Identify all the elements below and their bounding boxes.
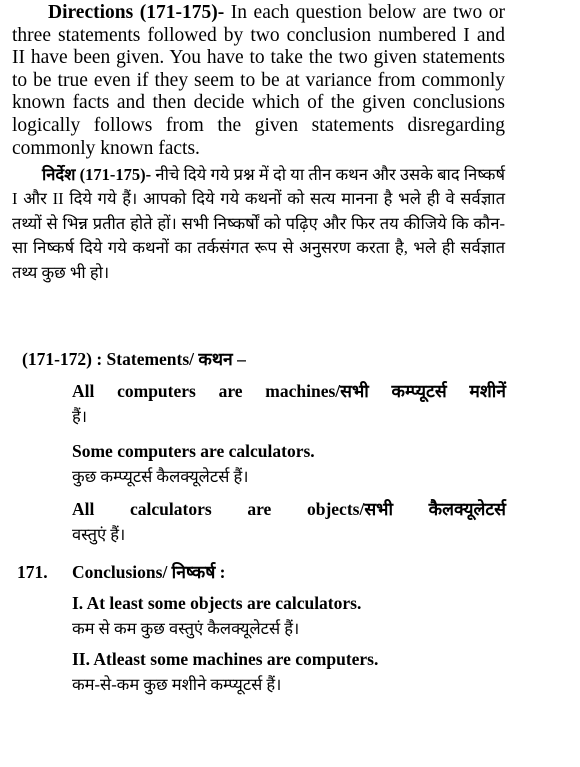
conclusion-1: [72, 590, 361, 642]
directions-english-text: In each question below are two or three statements followed by two conclusion numbered I and II have been given. You have to take the two given statements to be true even if they seem to be at variance from commonly known facts and then decide which of the given conclusions logically follows from the given statements disregarding commonly known facts.: [12, 2, 505, 159]
conclusion-2-hindi: कम-से-कम कुछ मशीने कम्प्यूटर्स हैं।: [72, 675, 282, 694]
directions-hindi-text: नीचे दिये गये प्रश्न में दो या तीन कथन और उसके बाद निष्कर्ष I और II दिये गये हैं। आपको दिये गये कथनों को सत्य मानना है भले ही वे सर्वज्ञात तथ्यों से भिन्न प्रतीत होते हों। सभी निष्कर्षों को पढ़िए और फिर तय कीजिये कि कौन-सा निष्कर्ष दिये गये कथनों का तर्कसंगत रूप से अनुसरण करता है, भले ही सर्वज्ञात तथ्य कुछ भी हो।: [12, 165, 505, 282]
statement-1-line-2: हैं।: [72, 407, 88, 426]
conclusion-2: [72, 646, 378, 698]
directions-english: [12, 2, 505, 160]
statement-1: [72, 378, 506, 430]
directions-english-label: Directions (171-175)-: [48, 2, 225, 23]
statement-2-line-2: कुछ कम्प्यूटर्स कैलक्यूलेटर्स हैं।: [72, 467, 249, 486]
conclusion-1-english: I. At least some objects are calculators.: [72, 593, 362, 613]
directions-hindi: [12, 163, 505, 285]
statement-2-line-1: Some computers are calculators.: [72, 441, 315, 461]
directions-hindi-label: निर्देश (171-175)-: [42, 165, 152, 184]
conclusions-heading: Conclusions/ निष्कर्ष :: [72, 562, 226, 582]
statement-3: [72, 496, 506, 548]
statement-2: [72, 438, 506, 490]
conclusion-2-english: II. Atleast some machines are computers.: [72, 649, 379, 669]
statement-3-line-2: वस्तुएं हैं।: [72, 525, 126, 544]
statement-3-line-1: All calculators are objects/सभी कैलक्यूलेटर्स: [72, 499, 506, 519]
statements-heading: (171-172) : Statements/ कथन –: [22, 349, 246, 369]
conclusion-1-hindi: कम से कम कुछ वस्तुएं कैलक्यूलेटर्स हैं।: [72, 619, 300, 638]
statement-1-line-1: All computers are machines/सभी कम्प्यूटर्स मशीनें: [72, 381, 506, 401]
question-number: 171.: [17, 562, 48, 582]
